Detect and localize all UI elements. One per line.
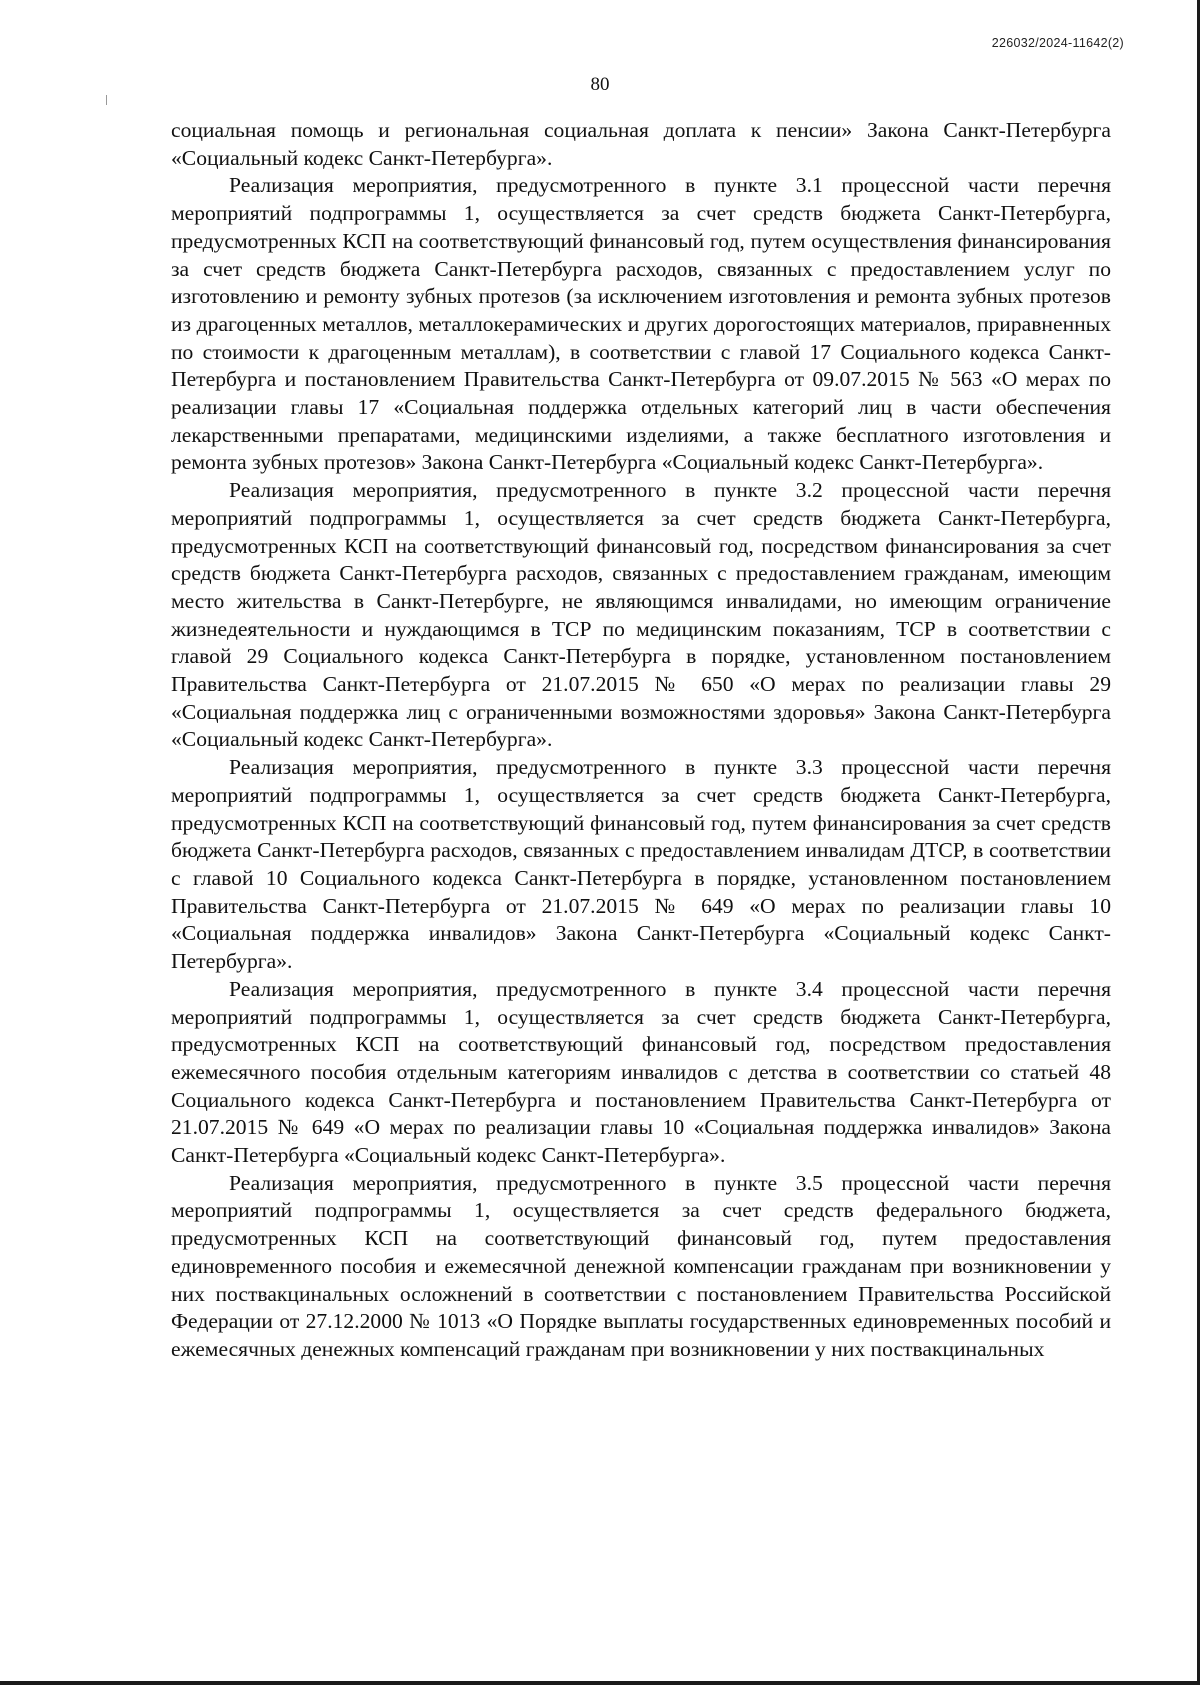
page-number: 80 xyxy=(590,74,610,95)
paragraph-item-3-5: Реализация мероприятия, предусмотренного в пункте 3.5 процессной части перечня мероприятий подпрограммы 1, осуществляется за счет средств федерального бюджета, предусмотренных КСП на соответствующий финансовый год, путем предоставления единовременного пособия и ежемесячной денежной компенсации гражданам при возникновении у них поствакцинальных осложнений в соответствии с постановлением Правительства Российской Федерации от 27.12.2000 № 1013 «О Порядке выплаты государственных единовременных пособий и ежемесячных денежных компенсаций гражданам при возникновении у них поствакцинальных xyxy=(171,1170,1111,1361)
registration-number: 226032/2024-11642(2) xyxy=(991,36,1124,50)
document-body xyxy=(171,117,1111,1364)
paragraph-item-3-4: Реализация мероприятия, предусмотренного в пункте 3.4 процессной части перечня мероприятий подпрограммы 1, осуществляется за счет средств бюджета Санкт-Петербурга, предусмотренных КСП на соответствующий финансовый год, посредством предоставления ежемесячного пособия отдельным категориям инвалидов с детства в соответствии со статьей 48 Социального кодекса Санкт-Петербурга и постановлением Правительства Санкт-Петербурга от 21.07.2015 № 649 «О мерах по реализации главы 10 «Социальная поддержка инвалидов» Закона Санкт-Петербурга «Социальный кодекс Санкт-Петербурга». xyxy=(171,976,1111,1168)
paragraph-item-3-1: Реализация мероприятия, предусмотренного в пункте 3.1 процессной части перечня мероприятий подпрограммы 1, осуществляется за счет средств бюджета Санкт-Петербурга, предусмотренных КСП на соответствующий финансовый год, путем осуществления финансирования за счет средств бюджета Санкт-Петербурга расходов, связанных с предоставлением услуг по изготовлению и ремонту зубных протезов (за исключением изготовления и ремонта зубных протезов из драгоценных металлов, металлокерамических и других дорогостоящих материалов, приравненных по стоимости к драгоценным металлам), в соответствии с главой 17 Социального кодекса Санкт-Петербурга и постановлением Правительства Санкт-Петербурга от 09.07.2015 № 563 «О мерах по реализации главы 17 «Социальная поддержка отдельных категорий лиц в части обеспечения лекарственными препаратами, медицинскими изделиями, а также бесплатного изготовления и ремонта зубных протезов» Закона Санкт-Петербурга «Социальный кодекс Санкт-Петербурга». xyxy=(171,173,1111,475)
scan-artifact-mark xyxy=(106,95,107,105)
paragraph-item-3-3: Реализация мероприятия, предусмотренного в пункте 3.3 процессной части перечня мероприятий подпрограммы 1, осуществляется за счет средств бюджета Санкт-Петербурга, предусмотренных КСП на соответствующий финансовый год, путем финансирования за счет средств бюджета Санкт-Петербурга расходов, связанных с предоставлением инвалидам ДТСР, в соответствии с главой 10 Социального кодекса Санкт-Петербурга в порядке, установленном постановлением Правительства Санкт-Петербурга от 21.07.2015 № 649 «О мерах по реализации главы 10 «Социальная поддержка инвалидов» Закона Санкт-Петербурга «Социальный кодекс Санкт-Петербурга». xyxy=(171,755,1111,974)
paragraph-continuation: социальная помощь и региональная социальная доплата к пенсии» Закона Санкт-Петербурга «Социальный кодекс Санкт-Петербурга». xyxy=(171,118,1111,170)
paragraph-item-3-2: Реализация мероприятия, предусмотренного в пункте 3.2 процессной части перечня мероприятий подпрограммы 1, осуществляется за счет средств бюджета Санкт-Петербурга, предусмотренных КСП на соответствующий финансовый год, посредством финансирования за счет средств бюджета Санкт-Петербурга расходов, связанных с предоставлением гражданам, имеющим место жительства в Санкт-Петербурге, не являющимся инвалидами, но имеющим ограничение жизнедеятельности и нуждающимся в ТСР по медицинским показаниям, ТСР в соответствии с главой 29 Социального кодекса Санкт-Петербурга в порядке, установленном постановлением Правительства Санкт-Петербурга от 21.07.2015 № 650 «О мерах по реализации главы 29 «Социальная поддержка лиц с ограниченными возможностями здоровья» Закона Санкт-Петербурга «Социальный кодекс Санкт-Петербурга». xyxy=(171,478,1111,752)
